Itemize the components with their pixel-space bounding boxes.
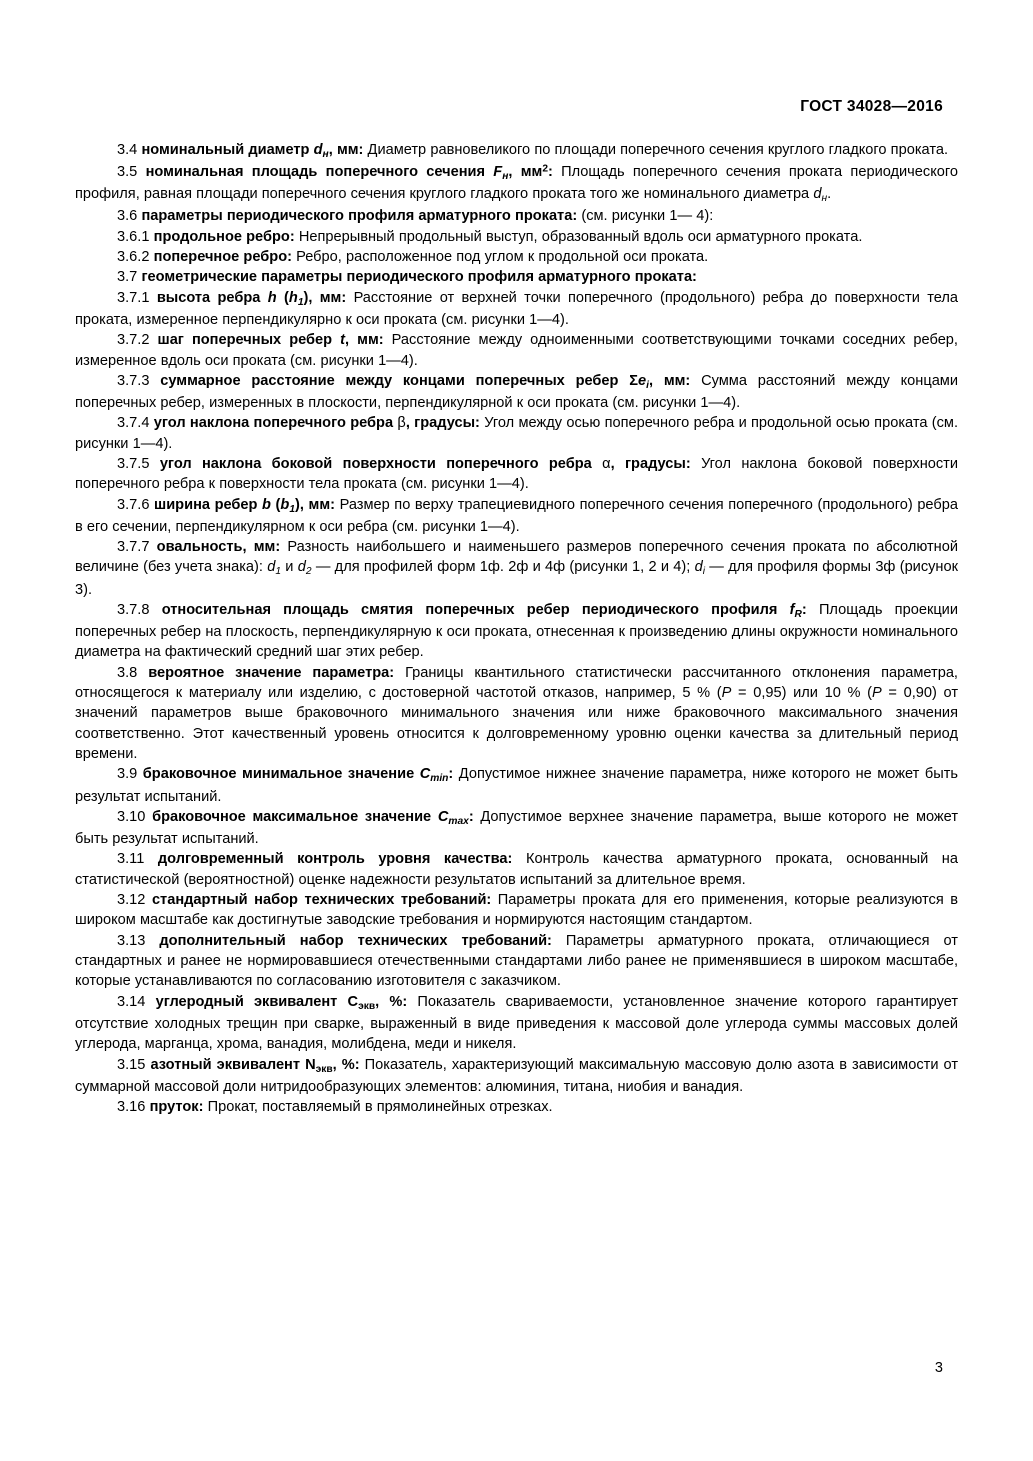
clause-3-7-6: 3.7.6 ширина ребер b $(b_1)$, мм: Размер по верху трапециевидного поперечного сечения поперечного (продольного) ребра в его сечении, перпендикулярном к оси ребра (см. рисунки 1—4). xyxy=(75,496,958,535)
page-number: 3 xyxy=(934,1360,943,1376)
clause-3-7-5: 3.7.5 угол наклона боковой поверхности поперечного ребра α, градусы: Угол наклона боковой поверхности поперечного ребра к поверхности тела проката (см. рисунки 1—4). xyxy=(75,455,959,493)
clause-3-7-3: 3.7.3 суммарное расстояние между концами поперечных ребер $\Sigma e_i$, мм: Сумма расстояний между концами поперечных ребер, измеренных в плоскости, перпендикулярной к оси проката (см. рисунки 1—4). xyxy=(75,372,958,411)
clause-3-7-4: 3.7.4 угол наклона поперечного ребра β, градусы: Угол между осью поперечного ребра и продольной осью проката (см. рисунки 1—4). xyxy=(75,415,959,452)
clause-3-14: 3.14 углеродный эквивалент $C_{экв}$, %: Показатель свариваемости, установленное значение которого гарантирует отсутствие холодных трещин при сварке, выраженный в виде приведения к массовой доле углерода суммы массовых долей углерода, марганца, хрома, ванадия, молибдена, меди и никеля. xyxy=(75,993,959,1053)
clause-3-11: 3.11 долговременный контроль уровня качества: Контроль качества арматурного проката, основанный на статистической (вероятностной) оценке надежности результатов испытаний за длительное время. xyxy=(75,851,958,888)
clause-3-16: 3.16 пруток: Прокат, поставляемый в прямолинейных отрезках. xyxy=(117,1099,553,1115)
clause-3-5: 3.5 номинальная площадь поперечного сечения $F_н$, $мм^2$: Площадь поперечного сечения проката периодического профиля, равная площади поперечного сечения круглого гладкого проката того же номинального диаметра $d_н$. xyxy=(75,163,958,205)
clause-3-10: 3.10 браковочное максимальное значение $C_{max}$: Допустимое верхнее значение параметра, выше которого не может быть результат испытаний. xyxy=(75,808,959,847)
clause-3-7-8: 3.7.8 относительная площадь смятия поперечных ребер периодического профиля $f_R$: Площадь проекции поперечных ребер на плоскость, перпендикулярную к оси проката, отнесенная к произведению длины окружности номинального диаметра на фактический средний шаг этих ребер. xyxy=(75,601,958,661)
clause-3-6: 3.6 параметры периодического профиля арматурного проката: (см. рисунки 1— 4): xyxy=(117,208,714,225)
clause-3-7-1: 3.7.1 высота ребра h $(h_1)$, мм: Расстояние от верхней точки поперечного (продольного) ребра до поверхности тела проката, измеренное перпендикулярно к оси проката (см. рисунки 1—4). xyxy=(75,289,959,328)
clause-3-6-1: 3.6.1 продольное ребро: Непрерывный продольный выступ, образованный вдоль оси арматурного проката. xyxy=(117,228,863,245)
clause-3-6-2: 3.6.2 поперечное ребро: Ребро, расположенное под углом к продольной оси проката. xyxy=(117,249,709,266)
clause-3-9: 3.9 браковочное минимальное значение $C_{min}$: Допустимое нижнее значение параметра, ниже которого не может быть результат испытаний. xyxy=(75,766,958,805)
clause-3-12: 3.12 стандартный набор технических требований: Параметры проката для его применения, которые реализуются в широком масштабе как достигнутые заводские требования и нормируются настоящим стандартом. xyxy=(75,892,958,929)
document-header: ГОСТ 34028—2016 xyxy=(800,98,943,115)
clause-3-13: 3.13 дополнительный набор технических требований: Параметры арматурного проката, отличающиеся от стандартных и ранее не нормировавшиеся отечественными стандартами либо ранее не применявшиеся в широком масштабе, которые устанавливаются по согласованию изготовителя с заказчиком. xyxy=(75,932,958,990)
clause-3-7-7: 3.7.7 овальность, мм: Разность наибольшего и наименьшего размеров поперечного сечения проката по абсолютной величине (без учета знака): $d_1$ и $d_2$ — для профилей форм 1ф. 2ф и 4ф (рисунки 1, 2 и 4); $d_i$ — для профиля формы 3ф (рисунок 3). xyxy=(75,539,958,598)
clause-3-4: 3.4 номинальный диаметр $d_н$, мм: Диаметр равновеликого по площади поперечного сечения круглого гладкого проката. xyxy=(117,142,949,160)
document-body xyxy=(75,140,958,1117)
clause-3-7: 3.7 геометрические параметры периодического профиля арматурного проката: xyxy=(117,269,697,286)
clause-3-8: 3.8 вероятное значение параметра: Границы квантильного статистически рассчитанного отклонения параметра, относящегося к материалу или изделию, с достоверной частотой отказов, например, 5 % (P = 0,95) или 10 % (P = 0,90) от значений параметров выше браковочного минимального значения или ниже браковочного максимального значения соответственно. Этот качественный уровень относится к долговременному уровню оценки качества за длительный период времени. xyxy=(75,664,959,763)
clause-3-15: 3.15 азотный эквивалент $N_{экв}$, %: Показатель, характеризующий максимальную массовую долю азота в зависимости от суммарной массовой доли нитридообразующих элементов: алюминия, титана, ниобия и ванадия. xyxy=(75,1056,959,1095)
clause-3-7-2: 3.7.2 шаг поперечных ребер t, мм: Расстояние между одноименными соответствующими точками соседних ребер, измеренное вдоль оси проката (см. рисунки 1—4). xyxy=(75,332,958,369)
